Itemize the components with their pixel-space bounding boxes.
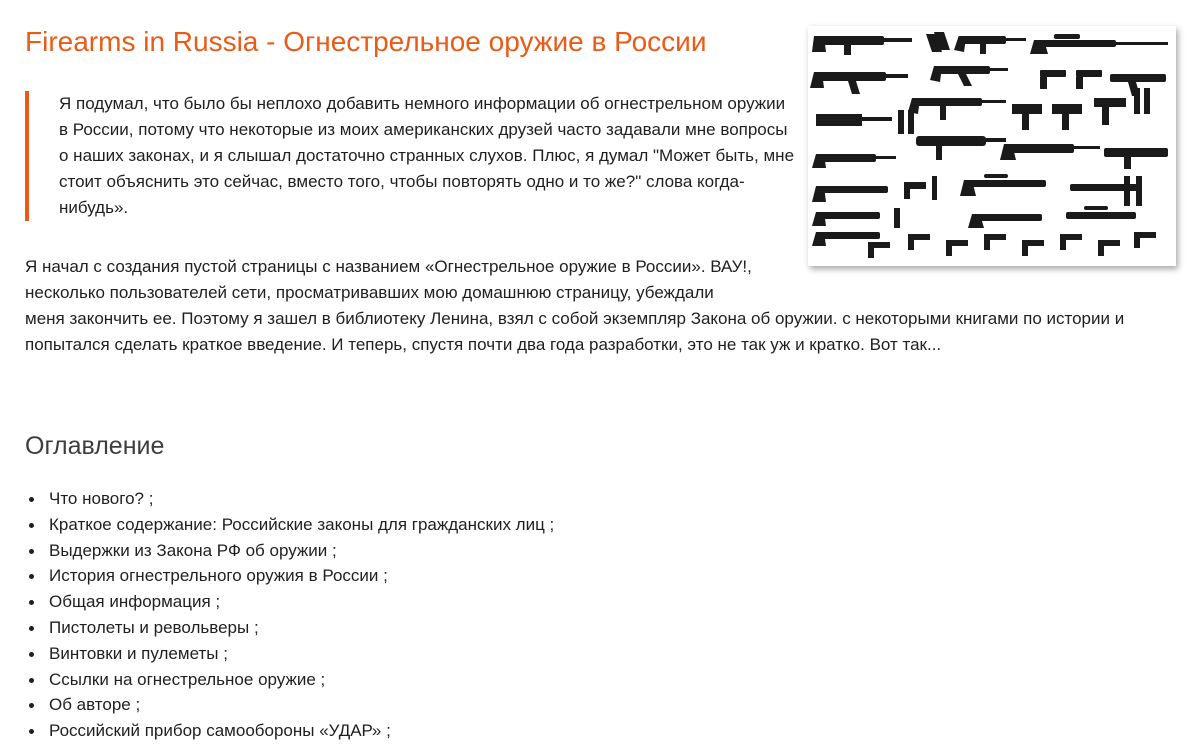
intro-paragraph-line: попытался сделать краткое введение. И теперь, спустя почти два года разработки, это не так уж и кратко. Вот так... [25,335,942,354]
toc-link-history[interactable]: История огнестрельного оружия в России ; [49,566,388,586]
toc-item [49,512,554,538]
toc-item [49,589,554,615]
firearms-collage-image [808,26,1176,266]
toc-item [49,641,554,667]
hunting-rifle-silhouette-icon [960,174,1046,196]
pistol-icon [1040,70,1102,89]
revolver-icon [904,176,937,200]
toc-heading: Оглавление [25,432,165,460]
carbine-silhouette-icon [954,36,1026,54]
sniper-rifle-silhouette-icon [1030,34,1168,54]
toc-link-general-info[interactable]: Общая информация ; [49,592,221,612]
machine-pistol-silhouette-icon [1094,88,1150,125]
intro-quote [25,91,795,221]
intro-paragraph [25,254,1175,358]
toc-link-summary[interactable]: Краткое содержание: Российские законы для гражданских лиц ; [49,514,555,534]
firearms-silhouettes-icon [808,26,1176,266]
rifle-4-silhouette-icon [968,214,1042,228]
uzi-silhouette-icon [1012,104,1082,130]
rifle-silhouette-icon [812,36,912,55]
toc-link-pistols[interactable]: Пистолеты и револьверы ; [49,617,259,637]
toc-item [49,563,554,589]
shotgun-2-silhouette-icon [812,186,888,202]
intro-paragraph-line: Я начал с создания пустой страницы с названием «Огнестрельное оружие в России». ВАУ!, [25,257,752,276]
bullpup-rifle-silhouette-icon [816,110,914,134]
page-title: Firearms in Russia - Огнестрельное оружие в России [25,26,707,57]
toc-link-law-excerpts[interactable]: Выдержки из Закона РФ об оружии ; [49,540,337,560]
toc-link-links[interactable]: Ссылки на огнестрельное оружие ; [49,669,326,689]
shotgun-silhouette-icon [812,154,896,168]
toc-item [49,718,554,744]
assault-rifle-2-silhouette-icon [930,66,1008,86]
rifle-2-silhouette-icon [1000,144,1100,160]
toc-link-rifles[interactable]: Винтовки и пулеметы ; [49,643,228,663]
intro-paragraph-line: меня закончить ее. Поэтому я зашел в библиотеку Ленина, взял с собой экземпляр Закона об оружии. с некоторыми книгами по истории и [25,309,1125,328]
intro-paragraph-line: несколько пользователей сети, просматривавших мою домашнюю страницу, убеждали [25,283,714,302]
ppsh-silhouette-icon [916,136,1006,160]
smg-2-silhouette-icon [1104,148,1168,169]
toc-link-udar[interactable]: Российский прибор самообороны «УДАР» ; [49,721,391,741]
toc-list [25,486,554,744]
machine-gun-silhouette-icon [908,98,1006,120]
toc-link-about-author[interactable]: Об авторе ; [49,695,141,715]
toc-item [49,667,554,693]
assault-rifle-silhouette-icon [810,72,908,94]
toc-item [49,538,554,564]
toc-item [49,615,554,641]
scoped-rifle-silhouette-icon [1066,206,1136,219]
intro-quote-text: Я подумал, что было бы неплохо добавить немного информации об огнестрельном оружии в России, потому что некоторые из моих американских друзей часто задавали мне вопросы о наших законах, и я слышал достаточно странных слухов. Плюс, я думал "Может быть, мне стоит объяснить это сейчас, вместо того, чтобы повторять одно и то же?" слова когда-нибудь». [59,94,795,217]
toc-item [49,486,554,512]
toc-link-whats-new[interactable]: Что нового? ; [49,489,154,508]
carbine-2-silhouette-icon [1070,176,1142,206]
rifle-3-silhouette-icon [812,208,900,228]
magazine-icon [926,32,950,52]
toc-item [49,692,554,718]
